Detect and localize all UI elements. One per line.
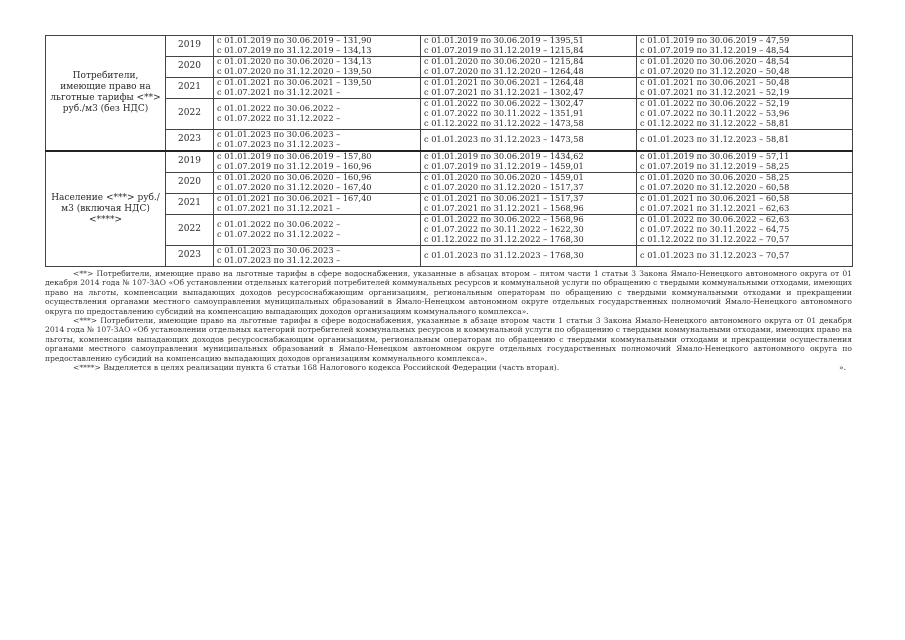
tariff-period-line: с 01.01.2023 по 31.12.2023 – 70,57: [640, 250, 790, 260]
tariff-period-line: с 01.07.2020 по 31.12.2020 – 1264,48: [424, 66, 584, 76]
tariff-cell-c2: [421, 215, 637, 246]
tariff-period-line: с 01.01.2022 по 30.06.2022 –: [217, 103, 341, 113]
tariff-cell-c1: [214, 246, 421, 267]
tariff-period-line: с 01.12.2022 по 31.12.2022 – 58,81: [640, 118, 790, 128]
tariff-period-line: с 01.01.2022 по 30.06.2022 –: [217, 219, 341, 229]
table-row: [46, 246, 853, 267]
tariff-cell-c1: [214, 78, 421, 99]
year-cell: 2023: [166, 130, 214, 152]
tariff-cell-c1: [214, 57, 421, 78]
tariff-period-line: с 01.01.2021 по 30.06.2021 – 60,58: [640, 193, 790, 203]
tariff-period-line: с 01.01.2019 по 30.06.2019 – 47,59: [640, 35, 790, 45]
tariff-period-line: с 01.01.2021 по 30.06.2021 – 50,48: [640, 77, 790, 87]
tariff-period-line: с 01.07.2022 по 31.12.2022 –: [217, 229, 341, 239]
tariff-period-line: с 01.12.2022 по 31.12.2022 – 1768,30: [424, 234, 584, 244]
closing-quote-mark: ».: [838, 363, 846, 373]
footnote-triple-asterisk: <***> Потребители, имеющие право на льготные тарифы в сфере водоснабжения, указанные в абзаце втором части 1 статьи 3 Закона Ямало-Ненецкого автономного округа от 01 декабря 2014 года № 107-ЗАО «Об установлении отдельных категорий потребителей коммунальных ресурсов и коммунальной услуги по обращению с твердыми коммунальными отходами, имеющих право на льготы, компенсации выпадающих доходов ресурсоснабжающим организациям, региональным операторам по обращению с твердыми коммунальными отходами и прекращении осуществления органами местного самоуправления муниципальных образований в Ямало-Ненецком автономном округе отдельных государственных полномочий Ямало-Ненецкого автономного округа по предоставлению субсидий на компенсацию выпадающих доходов организациям коммунального комплекса».: [45, 316, 852, 363]
tariff-cell-c3: [637, 78, 853, 99]
tariff-cell-c2: [421, 36, 637, 57]
tariff-period-line: с 01.12.2022 по 31.12.2022 – 1473,58: [424, 118, 584, 128]
tariff-period-line: с 01.01.2019 по 30.06.2019 – 57,11: [640, 151, 790, 161]
tariff-cell-c3: [637, 130, 853, 152]
table-row: [46, 151, 853, 173]
table-row: [46, 215, 853, 246]
tariff-period-line: с 01.07.2021 по 31.12.2021 –: [217, 203, 341, 213]
tariff-period-line: с 01.01.2019 по 30.06.2019 – 1395,51: [424, 35, 584, 45]
tariff-cell-c2: [421, 99, 637, 130]
tariff-period-line: с 01.07.2019 по 31.12.2019 – 160,96: [217, 161, 372, 171]
tariff-period-line: с 01.07.2019 по 31.12.2019 – 1215,84: [424, 45, 584, 55]
tariff-cell-c2: [421, 173, 637, 194]
footnote-quad-asterisk-text: <****> Выделяется в целях реализации пункта 6 статьи 168 Налогового кодекса Российской Федерации (часть вторая).: [73, 363, 560, 373]
table-row: [46, 130, 853, 152]
year-cell: 2020: [166, 173, 214, 194]
footnotes: [45, 269, 852, 372]
tariff-period-line: с 01.07.2020 по 31.12.2020 – 167,40: [217, 182, 372, 192]
year-cell: 2022: [166, 215, 214, 246]
table-row: [46, 194, 853, 215]
tariff-period-line: с 01.07.2023 по 31.12.2023 –: [217, 255, 341, 265]
year-cell: 2022: [166, 99, 214, 130]
tariff-period-line: с 01.07.2021 по 31.12.2021 – 1568,96: [424, 203, 584, 213]
tariff-cell-c3: [637, 36, 853, 57]
tariff-period-line: с 01.01.2019 по 30.06.2019 – 131,90: [217, 35, 372, 45]
tariff-period-line: с 01.01.2021 по 30.06.2021 – 139,50: [217, 77, 372, 87]
footnote-double-asterisk: <**> Потребители, имеющие право на льготные тарифы в сфере водоснабжения, указанные в абзацах втором – пятом части 1 статьи 3 Закона Ямало-Ненецкого автономного округа от 01 декабря 2014 года № 107-ЗАО «Об установлении отдельных категорий потребителей коммунальных ресурсов и коммунальной услуги по обращению с твердыми коммунальными отходами, имеющих право на льготы, компенсации выпадающих доходов ресурсоснабжающим организациям, региональным операторам по обращению с твердыми коммунальными отходами и прекращении осуществления органами местного самоуправления муниципальных образований в Ямало-Ненецком автономном округе отдельных государственных полномочий Ямало-Ненецкого автономного округа по предоставлению субсидий на компенсацию выпадающих доходов организациям коммунального комплекса».: [45, 269, 852, 316]
tariff-cell-c3: [637, 99, 853, 130]
tariff-period-line: с 01.01.2019 по 30.06.2019 – 1434,62: [424, 151, 584, 161]
tariff-period-line: с 01.01.2023 по 30.06.2023 –: [217, 245, 341, 255]
tariff-period-line: с 01.07.2020 по 31.12.2020 – 1517,37: [424, 182, 584, 192]
tariff-cell-c3: [637, 194, 853, 215]
tariff-period-line: с 01.01.2020 по 30.06.2020 – 134,13: [217, 56, 372, 66]
tariff-period-line: с 01.07.2020 по 31.12.2020 – 50,48: [640, 66, 790, 76]
document-page: [45, 35, 852, 372]
year-cell: 2021: [166, 78, 214, 99]
tariff-period-line: с 01.07.2019 по 31.12.2019 – 58,25: [640, 161, 790, 171]
tariff-period-line: с 01.01.2022 по 30.06.2022 – 52,19: [640, 98, 790, 108]
tariff-cell-c1: [214, 151, 421, 173]
table-row: [46, 173, 853, 194]
tariff-period-line: с 01.01.2022 по 30.06.2022 – 1568,96: [424, 214, 584, 224]
tariff-cell-c3: [637, 215, 853, 246]
tariff-cell-c1: [214, 215, 421, 246]
year-cell: 2020: [166, 57, 214, 78]
tariff-period-line: с 01.01.2020 по 30.06.2020 – 48,54: [640, 56, 790, 66]
tariff-period-line: с 01.01.2020 по 30.06.2020 – 1459,01: [424, 172, 584, 182]
tariff-cell-c2: [421, 194, 637, 215]
tariff-period-line: с 01.01.2023 по 31.12.2023 – 1473,58: [424, 134, 584, 144]
tariff-cell-c1: [214, 130, 421, 152]
tariff-cell-c2: [421, 246, 637, 267]
table-row: [46, 57, 853, 78]
tariff-period-line: с 01.01.2022 по 30.06.2022 – 62,63: [640, 214, 790, 224]
tariff-period-line: с 01.01.2023 по 30.06.2023 –: [217, 129, 341, 139]
tariff-period-line: с 01.01.2020 по 30.06.2020 – 1215,84: [424, 56, 584, 66]
tariff-cell-c3: [637, 173, 853, 194]
tariff-cell-c3: [637, 246, 853, 267]
tariff-period-line: с 01.07.2022 по 30.11.2022 – 64,75: [640, 224, 790, 234]
year-cell: 2019: [166, 151, 214, 173]
tariff-cell-c1: [214, 173, 421, 194]
tariff-period-line: с 01.07.2021 по 31.12.2021 – 62,63: [640, 203, 790, 213]
tariff-cell-c1: [214, 36, 421, 57]
tariff-period-line: с 01.01.2019 по 30.06.2019 – 157,80: [217, 151, 372, 161]
consumer-group-label: Население <***> руб./м3 (включая НДС) <****>: [46, 151, 166, 267]
tariff-period-line: с 01.07.2022 по 30.11.2022 – 53,96: [640, 108, 790, 118]
year-cell: 2021: [166, 194, 214, 215]
tariff-period-line: с 01.07.2019 по 31.12.2019 – 48,54: [640, 45, 790, 55]
tariff-period-line: с 01.01.2021 по 30.06.2021 – 1517,37: [424, 193, 584, 203]
tariff-period-line: с 01.07.2022 по 30.11.2022 – 1351,91: [424, 108, 584, 118]
tariff-period-line: с 01.07.2020 по 31.12.2020 – 139,50: [217, 66, 372, 76]
tariff-period-line: с 01.07.2020 по 31.12.2020 – 60,58: [640, 182, 790, 192]
tariff-period-line: с 01.01.2023 по 31.12.2023 – 58,81: [640, 134, 790, 144]
tariff-period-line: с 01.01.2020 по 30.06.2020 – 160,96: [217, 172, 372, 182]
tariff-period-line: с 01.01.2022 по 30.06.2022 – 1302,47: [424, 98, 584, 108]
table-row: [46, 78, 853, 99]
tariff-cell-c2: [421, 151, 637, 173]
tariff-period-line: с 01.07.2021 по 31.12.2021 – 1302,47: [424, 87, 584, 97]
tariff-cell-c1: [214, 99, 421, 130]
tariff-period-line: с 01.07.2022 по 30.11.2022 – 1622,30: [424, 224, 584, 234]
table-row: [46, 36, 853, 57]
tariff-cell-c1: [214, 194, 421, 215]
tariff-period-line: с 01.12.2022 по 31.12.2022 – 70,57: [640, 234, 790, 244]
tariff-cell-c2: [421, 57, 637, 78]
year-cell: 2023: [166, 246, 214, 267]
tariff-period-line: с 01.07.2019 по 31.12.2019 – 134,13: [217, 45, 372, 55]
tariff-period-line: с 01.07.2021 по 31.12.2021 –: [217, 87, 341, 97]
year-cell: 2019: [166, 36, 214, 57]
tariff-period-line: с 01.07.2022 по 31.12.2022 –: [217, 113, 341, 123]
consumer-group-label: Потребители, имеющие право на льготные тарифы <**> руб./м3 (без НДС): [46, 36, 166, 152]
tariff-table: [45, 35, 853, 267]
tariff-period-line: с 01.01.2023 по 31.12.2023 – 1768,30: [424, 250, 584, 260]
tariff-cell-c2: [421, 78, 637, 99]
tariff-period-line: с 01.07.2023 по 31.12.2023 –: [217, 139, 341, 149]
footnote-quad-asterisk: [45, 363, 852, 372]
tariff-period-line: с 01.01.2021 по 30.06.2021 – 1264,48: [424, 77, 584, 87]
tariff-period-line: с 01.07.2021 по 31.12.2021 – 52,19: [640, 87, 790, 97]
tariff-cell-c3: [637, 57, 853, 78]
tariff-period-line: с 01.07.2019 по 31.12.2019 – 1459,01: [424, 161, 584, 171]
tariff-period-line: с 01.01.2020 по 30.06.2020 – 58,25: [640, 172, 790, 182]
tariff-cell-c3: [637, 151, 853, 173]
tariff-cell-c2: [421, 130, 637, 152]
table-row: [46, 99, 853, 130]
tariff-period-line: с 01.01.2021 по 30.06.2021 – 167,40: [217, 193, 372, 203]
